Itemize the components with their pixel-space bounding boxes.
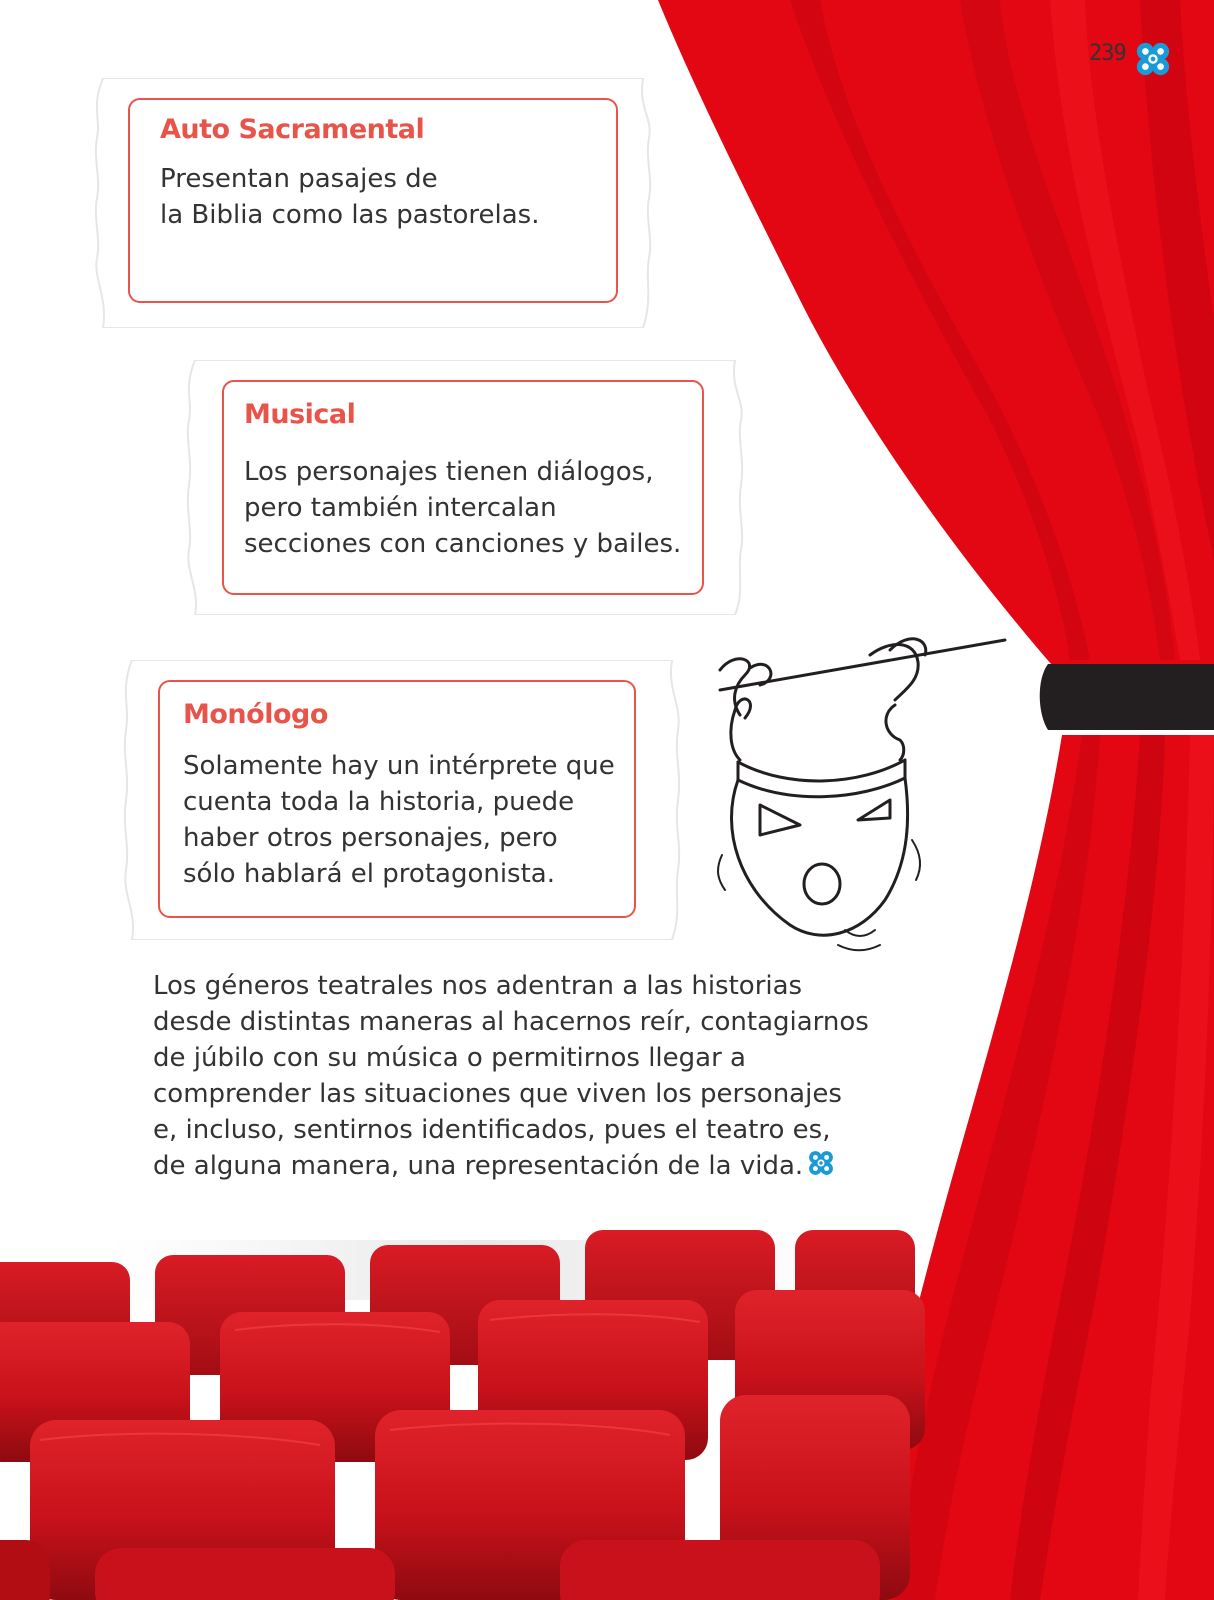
genre-title: Musical (244, 399, 356, 430)
description-line: sólo hablará el protagonista. (183, 859, 555, 889)
description-line: haber otros personajes, pero (183, 823, 558, 853)
paragraph-line: comprender las situaciones que viven los personajes (153, 1079, 842, 1109)
paragraph-line-last (153, 1148, 893, 1184)
genre-description (244, 454, 704, 562)
closing-paragraph (153, 968, 893, 1184)
paragraph-line: de alguna manera, una representación de la vida. (153, 1151, 804, 1181)
genre-ticket-musical (185, 360, 745, 615)
clover-knot-icon (1134, 40, 1172, 78)
genre-ticket-auto-sacramental (93, 78, 653, 328)
page-number: 239 (1089, 41, 1126, 66)
genre-ticket-monologo (122, 660, 682, 940)
genre-title: Monólogo (183, 699, 328, 730)
genre-description (183, 748, 633, 892)
genre-description (160, 161, 600, 233)
description-line: pero también intercalan (244, 493, 557, 523)
paragraph-line: de júbilo con su música o permitirnos llegar a (153, 1043, 746, 1073)
description-line: Solamente hay un intérprete que (183, 751, 615, 781)
paragraph-line: e, incluso, sentirnos identificados, pues el teatro es, (153, 1115, 831, 1145)
paragraph-line: Los géneros teatrales nos adentran a las historias (153, 971, 803, 1001)
description-line: la Biblia como las pastorelas. (160, 200, 540, 230)
description-line: secciones con canciones y bailes. (244, 529, 682, 559)
paragraph-line: desde distintas maneras al hacernos reír, contagiarnos (153, 1007, 869, 1037)
curtain-tieback (1040, 664, 1214, 730)
description-line: Presentan pasajes de (160, 164, 438, 194)
end-mark-icon (807, 1149, 835, 1177)
description-line: Los personajes tienen diálogos, (244, 457, 654, 487)
genre-title: Auto Sacramental (160, 114, 425, 145)
theater-mask-doodle (718, 639, 1005, 950)
description-line: cuenta toda la historia, puede (183, 787, 575, 817)
